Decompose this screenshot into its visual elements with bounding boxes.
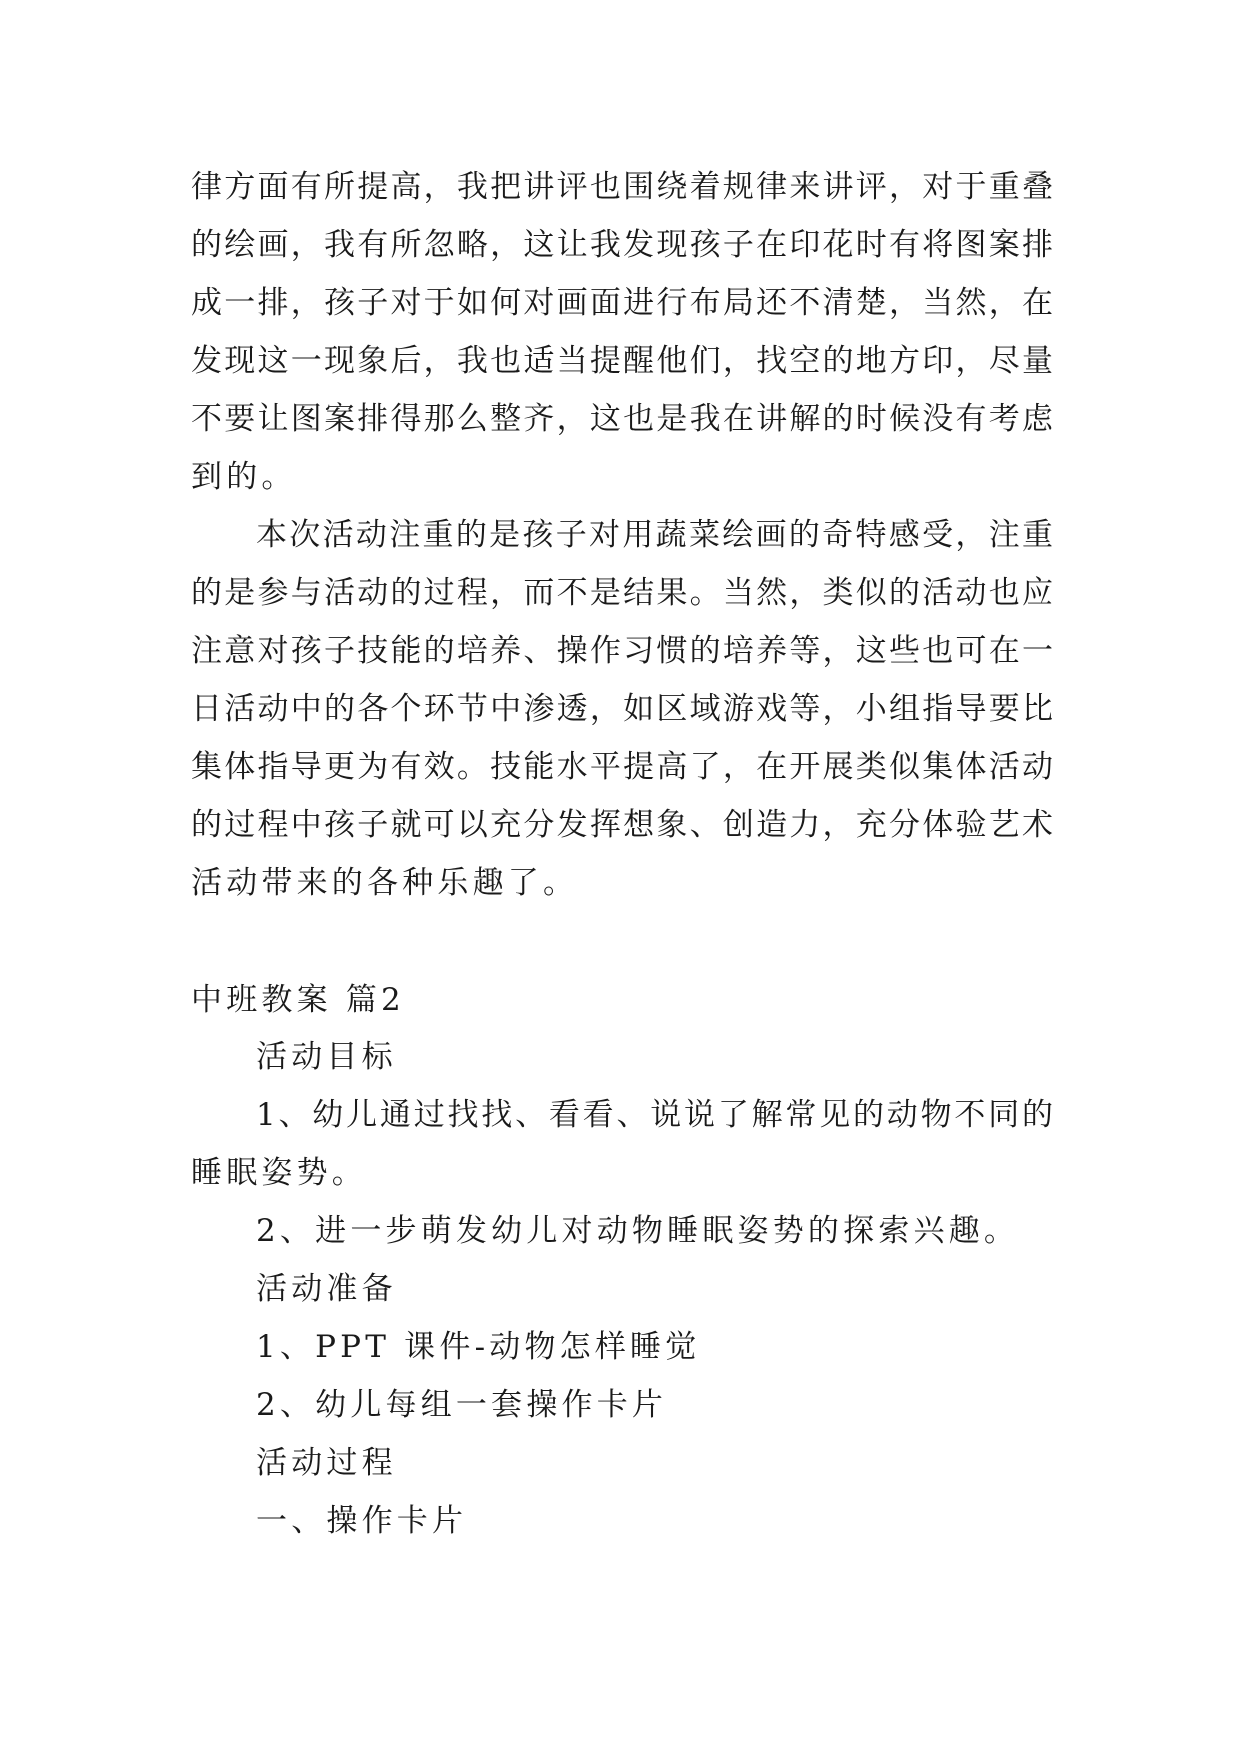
- paragraph-1-line-3: 成一排，孩子对于如何对画面进行布局还不清楚，当然，在: [191, 285, 1053, 321]
- section-title: 中班教案 篇2: [191, 982, 405, 1018]
- paragraph-2-line-6: 的过程中孩子就可以充分发挥想象、创造力，充分体验艺术: [191, 807, 1053, 843]
- paragraph-2-line-4: 日活动中的各个环节中渗透，如区域游戏等，小组指导要比: [191, 691, 1053, 727]
- process-step-1: 一、操作卡片: [256, 1503, 468, 1539]
- goal-heading: 活动目标: [256, 1039, 397, 1075]
- paragraph-2-line-2: 的是参与活动的过程，而不是结果。当然，类似的活动也应: [191, 575, 1053, 611]
- paragraph-2-line-7: 活动带来的各种乐趣了。: [191, 865, 579, 901]
- prep-1: 1、PPT 课件-动物怎样睡觉: [256, 1329, 701, 1365]
- goal-1-line-2: 睡眠姿势。: [191, 1155, 367, 1191]
- paragraph-2-line-3: 注意对孩子技能的培养、操作习惯的培养等，这些也可在一: [191, 633, 1053, 669]
- prep-2: 2、幼儿每组一套操作卡片: [256, 1387, 668, 1423]
- goal-1-line-1: 1、幼儿通过找找、看看、说说了解常见的动物不同的: [256, 1097, 1053, 1133]
- paragraph-2-line-1: 本次活动注重的是孩子对用蔬菜绘画的奇特感受，注重: [256, 517, 1053, 553]
- paragraph-1-line-5: 不要让图案排得那么整齐，这也是我在讲解的时候没有考虑: [191, 401, 1053, 437]
- paragraph-1-line-4: 发现这一现象后，我也适当提醒他们，找空的地方印，尽量: [191, 343, 1053, 379]
- paragraph-1-line-2: 的绘画，我有所忽略，这让我发现孩子在印花时有将图案排: [191, 227, 1053, 263]
- prep-heading: 活动准备: [256, 1271, 397, 1307]
- process-heading: 活动过程: [256, 1445, 397, 1481]
- goal-2: 2、进一步萌发幼儿对动物睡眠姿势的探索兴趣。: [256, 1213, 1020, 1249]
- paragraph-1-line-1: 律方面有所提高，我把讲评也围绕着规律来讲评，对于重叠: [191, 169, 1053, 205]
- paragraph-1-line-6: 到的。: [191, 459, 297, 495]
- paragraph-2-line-5: 集体指导更为有效。技能水平提高了，在开展类似集体活动: [191, 749, 1053, 785]
